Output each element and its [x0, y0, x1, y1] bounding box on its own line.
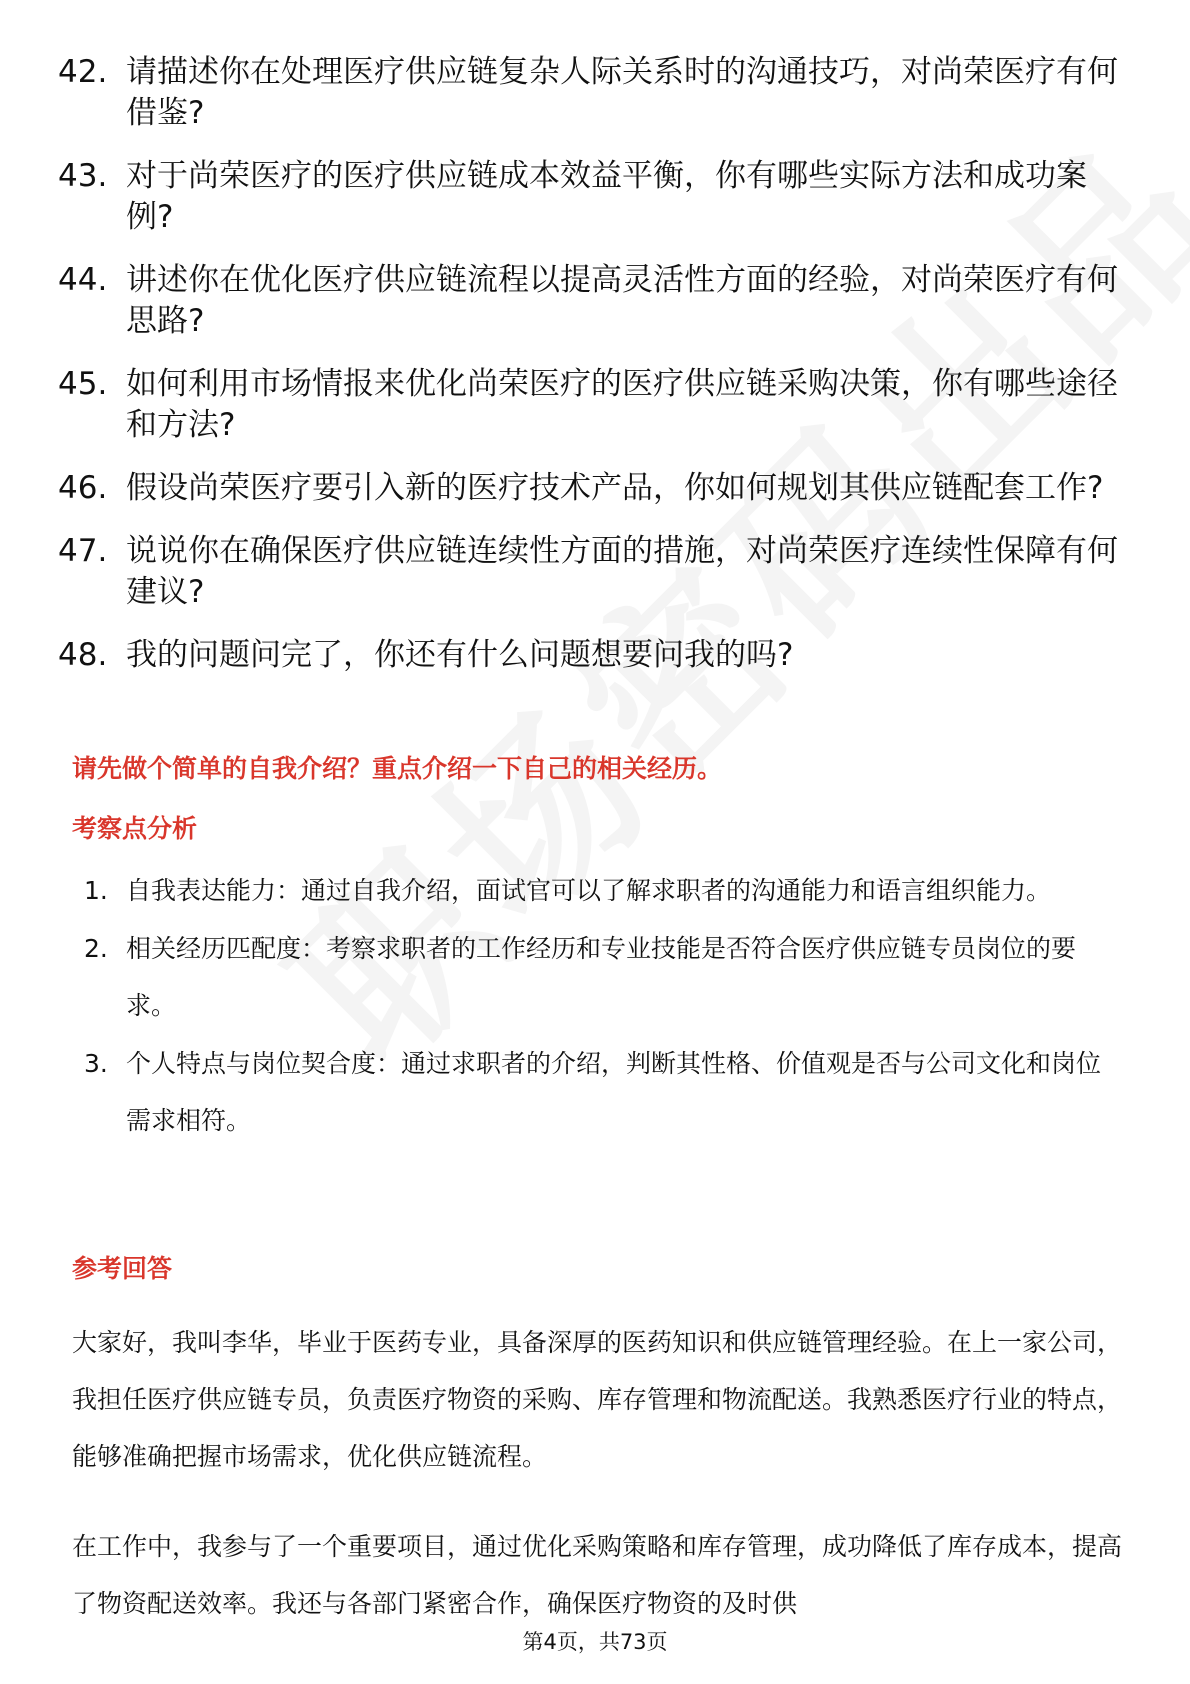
answer-heading: 参考回答 [72, 1254, 173, 1283]
question-item [58, 635, 1118, 676]
question-text: 如何利用市场情报来优化尚荣医疗的医疗供应链采购决策，你有哪些途径和方法? [126, 366, 1118, 443]
analysis-number: 3. [84, 1049, 108, 1078]
question-list [58, 52, 1118, 698]
question-text: 说说你在确保医疗供应链连续性方面的措施，对尚荣医疗连续性保障有何建议? [126, 533, 1118, 610]
question-number: 48. [58, 637, 108, 673]
answer-paragraph: 在工作中，我参与了一个重要项目，通过优化采购策略和库存管理，成功降低了库存成本，提高了物资配送效率。我还与各部门紧密合作，确保医疗物资的及时供 [72, 1532, 1123, 1618]
question-number: 43. [58, 158, 108, 194]
analysis-item [84, 862, 1124, 919]
analysis-list [84, 862, 1124, 1150]
question-item [58, 156, 1118, 238]
question-item [58, 531, 1118, 613]
question-number: 45. [58, 366, 108, 402]
question-number: 47. [58, 533, 108, 569]
question-text: 讲述你在优化医疗供应链流程以提高灵活性方面的经验，对尚荣医疗有何思路? [126, 262, 1118, 339]
analysis-heading: 考察点分析 [72, 814, 198, 843]
analysis-text: 个人特点与岗位契合度：通过求职者的介绍，判断其性格、价值观是否与公司文化和岗位需求相符。 [126, 1049, 1102, 1135]
page-footer: 第4页，共73页 [522, 1630, 668, 1654]
analysis-item [84, 920, 1124, 1034]
question-text: 对于尚荣医疗的医疗供应链成本效益平衡，你有哪些实际方法和成功案例? [126, 158, 1087, 235]
question-text: 我的问题问完了，你还有什么问题想要问我的吗? [126, 637, 794, 673]
analysis-text: 自我表达能力：通过自我介绍，面试官可以了解求职者的沟通能力和语言组织能力。 [126, 876, 1052, 905]
question-text: 请描述你在处理医疗供应链复杂人际关系时的沟通技巧，对尚荣医疗有何借鉴? [126, 54, 1118, 131]
question-number: 46. [58, 470, 108, 506]
question-item [58, 52, 1118, 134]
question-item [58, 260, 1118, 342]
answer-paragraph: 大家好，我叫李华，毕业于医药专业，具备深厚的医药知识和供应链管理经验。在上一家公司，我担任医疗供应链专员，负责医疗物资的采购、库存管理和物流配送。我熟悉医疗行业的特点，能够准确把握市场需求，优化供应链流程。 [72, 1328, 1123, 1471]
question-number: 42. [58, 54, 108, 90]
question-item [58, 364, 1118, 446]
analysis-item [84, 1035, 1124, 1149]
question-text: 假设尚荣医疗要引入新的医疗技术产品，你如何规划其供应链配套工作? [126, 470, 1104, 506]
section-question-heading: 请先做个简单的自我介绍？重点介绍一下自己的相关经历。 [72, 754, 723, 783]
question-item [58, 468, 1118, 509]
analysis-number: 1. [84, 876, 108, 905]
analysis-text: 相关经历匹配度：考察求职者的工作经历和专业技能是否符合医疗供应链专员岗位的要求。 [126, 934, 1077, 1020]
question-number: 44. [58, 262, 108, 298]
analysis-number: 2. [84, 934, 108, 963]
